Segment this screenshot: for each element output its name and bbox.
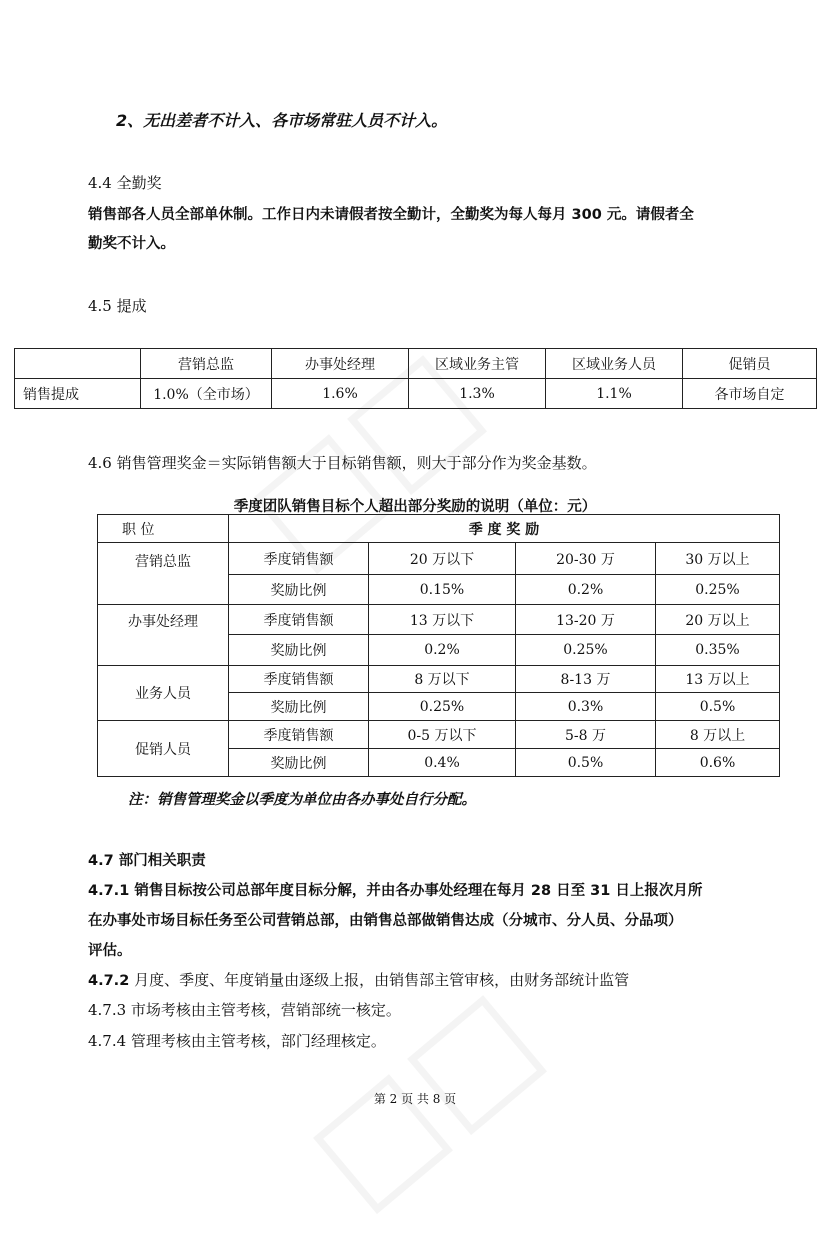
section-4-4-body-line2: 勤奖不计入。	[88, 236, 175, 252]
bonus-cell: 13 万以下	[369, 605, 516, 635]
section-4-7-2-text: 月度、季度、年度销量由逐级上报，由销售部主管审核，由财务部统计监管	[129, 971, 630, 989]
section-4-7-1-line1: 4.7.1 销售目标按公司总部年度目标分解，并由各办事处经理在每月 28 日至 31 日上报次月所	[88, 883, 703, 899]
bonus-cell: 0.15%	[369, 575, 516, 605]
bonus-position: 促销人员	[98, 721, 229, 777]
commission-cell: 1.6%	[272, 379, 409, 409]
page-footer: 第 2 页 共 8 页	[373, 1092, 457, 1106]
bonus-cell: 奖励比例	[229, 635, 369, 666]
section-4-7-1-line2: 在办事处市场目标任务至公司营销总部，由销售总部做销售达成（分城市、分人员、分品项）	[88, 913, 683, 929]
bonus-position: 营销总监	[98, 543, 229, 605]
commission-header: 区域业务主管	[409, 349, 546, 379]
bonus-cell: 13-20 万	[516, 605, 656, 635]
bonus-cell: 20 万以下	[369, 543, 516, 575]
bonus-cell: 13 万以上	[656, 666, 780, 693]
section-4-7-1-line3: 评估。	[88, 943, 132, 959]
bonus-cell: 0.25%	[516, 635, 656, 666]
section-4-7-2-number: 4.7.2	[88, 973, 130, 989]
section-4-4-body-line1: 销售部各人员全部单休制。工作日内未请假者按全勤计，全勤奖为每人每月 300 元。请假者全	[88, 207, 694, 223]
section-4-7-heading: 4.7 部门相关职责	[88, 853, 206, 869]
bonus-col-position: 职 位	[98, 515, 229, 543]
section-4-7-4: 4.7.4 管理考核由主管考核，部门经理核定。	[88, 1032, 386, 1050]
commission-cell: 1.1%	[546, 379, 683, 409]
bonus-table	[97, 514, 780, 777]
bonus-cell: 0.25%	[369, 693, 516, 721]
bonus-cell: 季度销售额	[229, 605, 369, 635]
bonus-cell: 0.6%	[656, 749, 780, 777]
bonus-position: 办事处经理	[98, 605, 229, 666]
section-4-5-heading: 4.5 提成	[88, 297, 147, 315]
note-line: 2、无出差者不计入、各市场常驻人员不计入。	[116, 111, 448, 130]
bonus-cell: 季度销售额	[229, 666, 369, 693]
bonus-cell: 季度销售额	[229, 721, 369, 749]
bonus-cell: 季度销售额	[229, 543, 369, 575]
bonus-cell: 0.2%	[516, 575, 656, 605]
commission-cell: 销售提成	[15, 379, 141, 409]
bonus-cell: 30 万以上	[656, 543, 780, 575]
bonus-cell: 0.35%	[656, 635, 780, 666]
bonus-col-reward: 季 度 奖 励	[229, 515, 780, 543]
bonus-cell: 8-13 万	[516, 666, 656, 693]
bonus-cell: 0.4%	[369, 749, 516, 777]
bonus-cell: 8 万以上	[656, 721, 780, 749]
bonus-cell: 奖励比例	[229, 749, 369, 777]
section-4-4-heading: 4.4 全勤奖	[88, 174, 162, 192]
bonus-cell: 20-30 万	[516, 543, 656, 575]
bonus-position: 业务人员	[98, 666, 229, 721]
bonus-cell: 0.5%	[516, 749, 656, 777]
bonus-cell: 奖励比例	[229, 693, 369, 721]
commission-cell: 各市场自定	[683, 379, 817, 409]
section-4-6-heading: 4.6 销售管理奖金＝实际销售额大于目标销售额，则大于部分作为奖金基数。	[88, 454, 597, 472]
commission-table	[14, 348, 817, 409]
bonus-cell: 0.25%	[656, 575, 780, 605]
bonus-cell: 5-8 万	[516, 721, 656, 749]
commission-cell: 1.0%（全市场）	[141, 379, 272, 409]
bonus-cell: 0.2%	[369, 635, 516, 666]
commission-header: 促销员	[683, 349, 817, 379]
commission-header: 办事处经理	[272, 349, 409, 379]
bonus-cell: 20 万以上	[656, 605, 780, 635]
commission-header	[15, 349, 141, 379]
bonus-cell: 0.3%	[516, 693, 656, 721]
bonus-cell: 奖励比例	[229, 575, 369, 605]
bonus-table-title: 季度团队销售目标个人超出部分奖励的说明（单位：元）	[233, 499, 597, 515]
commission-header: 营销总监	[141, 349, 272, 379]
commission-header: 区域业务人员	[546, 349, 683, 379]
section-4-7-3: 4.7.3 市场考核由主管考核，营销部统一核定。	[88, 1001, 401, 1019]
commission-cell: 1.3%	[409, 379, 546, 409]
bonus-cell: 0.5%	[656, 693, 780, 721]
bonus-cell: 8 万以下	[369, 666, 516, 693]
section-4-7-2	[88, 969, 629, 990]
bonus-note: 注：销售管理奖金以季度为单位由各办事处自行分配。	[128, 792, 476, 808]
bonus-cell: 0-5 万以下	[369, 721, 516, 749]
